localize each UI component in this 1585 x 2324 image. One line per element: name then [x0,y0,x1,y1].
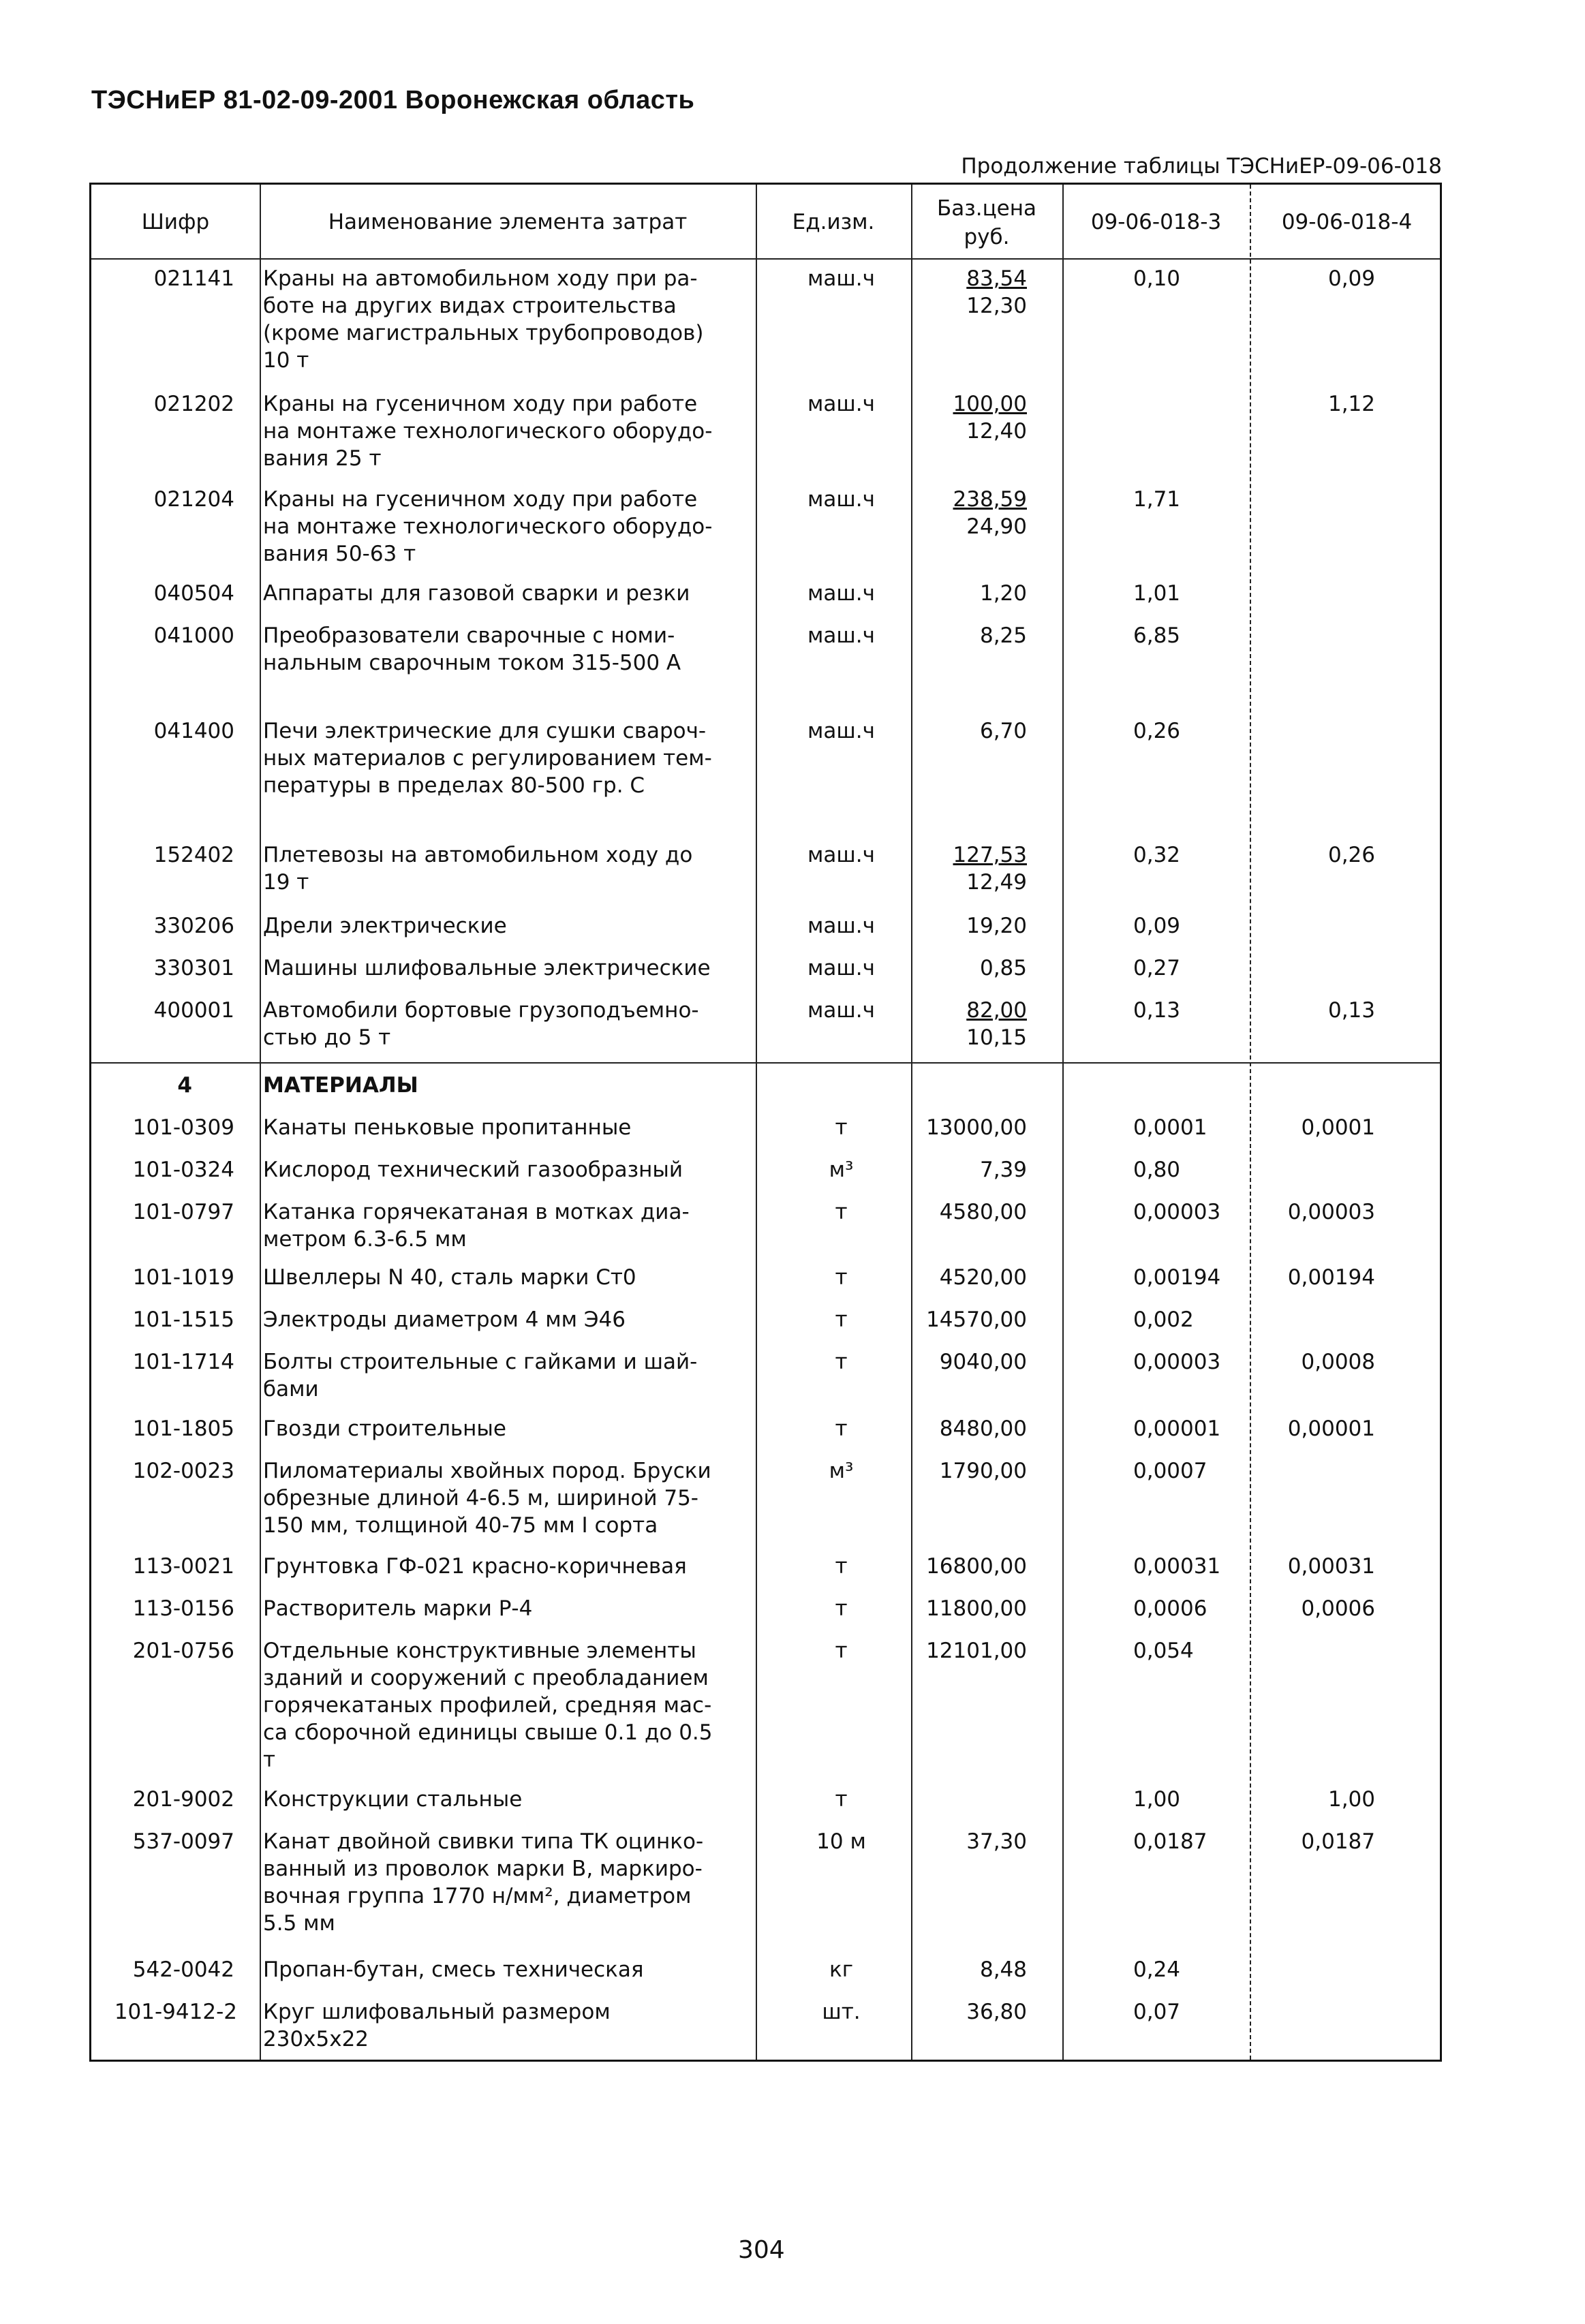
row-unit: маш.ч [807,623,875,648]
row-value-col3: 0,24 [1133,1957,1181,1982]
row-value-col3: 6,85 [1133,623,1181,648]
header-price-line2: руб. [964,225,1010,249]
row-code: 201-0756 [132,1639,234,1663]
row-name: Катанка горячекатаная в мотках диа- метром 6.3-6.5 мм [263,1200,690,1252]
row-name: Канаты пеньковые пропитанные [263,1115,632,1140]
row-unit: маш.ч [807,843,875,867]
row-price: 0,85 [979,956,1027,980]
row-unit: маш.ч [807,956,875,980]
row-value-col4: 1,12 [1327,392,1375,416]
row-value-col4: 0,0006 [1301,1596,1375,1621]
row-code: 041400 [153,719,234,743]
row-code: 101-1805 [132,1416,234,1441]
row-name: Машины шлифовальные электрические [263,956,711,980]
row-price-value: 83,54 [966,266,1027,291]
row-price: 1790,00 [939,1459,1027,1483]
row-price [966,265,1027,292]
row-value-col4: 0,26 [1327,843,1375,867]
row-value-col4: 0,0008 [1301,1350,1375,1374]
row-unit: маш.ч [807,266,875,291]
row-price-value: 127,53 [953,843,1027,867]
row-name: Краны на автомобильном ходу при ра- боте на других видах строительства (кроме магистральных трубопроводов) 10 т [263,266,704,373]
row-name: Краны на гусеничном ходу при работе на монтаже технологического оборудо- вания 25 т [263,392,713,471]
row-price [966,997,1027,1024]
header-divider [91,258,1440,260]
row-code: 021141 [153,266,234,291]
row-unit: т [835,1787,848,1812]
row-value-col3: 1,00 [1133,1787,1181,1812]
row-unit: т [835,1416,848,1441]
row-price: 14570,00 [926,1307,1027,1332]
header-code: Шифр [141,210,210,234]
row-price-value: 82,00 [966,998,1027,1023]
row-name: Грунтовка ГФ-021 красно-коричневая [263,1554,687,1579]
row-unit: т [835,1596,848,1621]
row-code: 021204 [153,487,234,512]
section-title: МАТЕРИАЛЫ [263,1073,418,1098]
row-name: Конструкции стальные [263,1787,523,1812]
row-price: 19,20 [966,914,1027,938]
row-unit: маш.ч [807,487,875,512]
row-value-col3: 0,0007 [1133,1459,1207,1483]
row-price: 4580,00 [939,1200,1027,1224]
row-value-col3: 0,27 [1133,956,1181,980]
row-value-col3: 0,32 [1133,843,1181,867]
row-price [953,841,1027,869]
row-price: 12101,00 [926,1639,1027,1663]
row-code: 113-0156 [132,1596,234,1621]
row-value-col4: 0,00001 [1287,1416,1375,1441]
row-name: Круг шлифовальный размером 230х5х22 [263,2000,611,2051]
row-value-col3: 0,0187 [1133,1829,1207,1854]
resource-table [89,183,1442,2062]
row-value-col3: 0,00003 [1133,1350,1221,1374]
row-name: Автомобили бортовые грузоподъемно- стью до 5 т [263,998,699,1050]
row-value-col4: 0,0001 [1301,1115,1375,1140]
row-value-col3: 0,00194 [1133,1265,1221,1290]
row-value-col3: 0,09 [1133,914,1181,938]
row-code: 101-0309 [132,1115,234,1140]
row-name: Плетевозы на автомобильном ходу до 19 т [263,843,693,895]
row-price: 13000,00 [926,1115,1027,1140]
row-price: 4520,00 [939,1265,1027,1290]
row-unit: маш.ч [807,581,875,606]
row-unit: м³ [829,1459,854,1483]
row-value-col3: 0,80 [1133,1158,1181,1182]
header-col3: 09-06-018-3 [1090,210,1222,234]
row-name: Краны на гусеничном ходу при работе на монтаже технологического оборудо- вания 50-63 т [263,487,713,566]
row-name: Пропан-бутан, смесь техническая [263,1957,644,1982]
row-code: 152402 [153,843,234,867]
row-price [953,486,1027,513]
row-name: Электроды диаметром 4 мм Э46 [263,1307,626,1332]
row-code: 542-0042 [132,1957,234,1982]
row-value-col3: 0,0006 [1133,1596,1207,1621]
row-price-value: 100,00 [953,392,1027,416]
row-code: 101-0324 [132,1158,234,1182]
row-name: Канат двойной свивки типа ТК оцинко- ванный из проволок марки В, маркиро- вочная группа 1770 н/мм², диаметром 5.5 мм [263,1829,704,1936]
row-value-col3: 1,71 [1133,487,1181,512]
row-price-secondary: 24,90 [966,514,1027,539]
section-divider [91,1062,1440,1064]
row-code: 330301 [153,956,234,980]
row-price: 8480,00 [939,1416,1027,1441]
row-value-col4: 0,09 [1327,266,1375,291]
row-code: 101-1515 [132,1307,234,1332]
row-value-col3: 0,00003 [1133,1200,1221,1224]
row-value-col3: 0,10 [1133,266,1181,291]
row-price: 8,25 [979,623,1027,648]
page-number: 304 [738,2236,785,2264]
row-value-col3: 0,00031 [1133,1554,1221,1579]
row-unit: т [835,1307,848,1332]
row-name: Кислород технический газообразный [263,1158,683,1182]
row-value-col4: 1,00 [1327,1787,1375,1812]
header-name: Наименование элемента затрат [328,210,688,234]
row-price: 9040,00 [939,1350,1027,1374]
row-value-col4: 0,0187 [1301,1829,1375,1854]
row-price: 11800,00 [926,1596,1027,1621]
row-unit: кг [829,1957,853,1982]
row-name: Печи электрические для сушки свароч- ных материалов с регулированием тем- пературы в пределах 80-500 гр. С [263,719,712,798]
row-price-secondary: 10,15 [966,1025,1027,1050]
row-code: 101-1019 [132,1265,234,1290]
table-continuation-label: Продолжение таблицы ТЭСНиЕР-09-06-018 [961,154,1442,179]
header-unit: Ед.изм. [792,210,875,234]
row-price-value: 238,59 [953,487,1027,512]
row-code: 101-9412-2 [114,2000,237,2024]
row-code: 537-0097 [132,1829,234,1854]
row-unit: т [835,1265,848,1290]
row-name: Аппараты для газовой сварки и резки [263,581,690,606]
row-price-secondary: 12,40 [966,419,1027,444]
row-price: 6,70 [979,719,1027,743]
row-code: 102-0023 [132,1459,234,1483]
row-code: 021202 [153,392,234,416]
document-title: ТЭСНиЕР 81-02-09-2001 Воронежская область [91,86,695,114]
row-price-secondary: 12,30 [966,294,1027,318]
row-name: Швеллеры N 40, сталь марки Ст0 [263,1265,636,1290]
row-name: Болты строительные с гайками и шай- бами [263,1350,698,1401]
row-value-col4: 0,00003 [1287,1200,1375,1224]
row-price: 1,20 [979,581,1027,606]
row-name: Дрели электрические [263,914,507,938]
row-price: 7,39 [979,1158,1027,1182]
row-unit: м³ [829,1158,854,1182]
row-code: 101-1714 [132,1350,234,1374]
row-value-col4: 0,00194 [1287,1265,1375,1290]
row-code: 041000 [153,623,234,648]
header-col4: 09-06-018-4 [1281,210,1413,234]
header-price-line1: Баз.цена [936,196,1037,221]
row-value-col3: 0,26 [1133,719,1181,743]
row-unit: маш.ч [807,914,875,938]
row-value-col3: 0,0001 [1133,1115,1207,1140]
row-value-col4: 0,00031 [1287,1554,1375,1579]
row-code: 101-0797 [132,1200,234,1224]
row-code: 400001 [153,998,234,1023]
row-price: 37,30 [966,1829,1027,1854]
row-unit: т [835,1115,848,1140]
row-value-col3: 0,054 [1133,1639,1194,1663]
row-unit: т [835,1200,848,1224]
row-code: 330206 [153,914,234,938]
row-unit: 10 м [816,1829,866,1854]
column-divider [1250,185,1251,2060]
row-unit: маш.ч [807,719,875,743]
row-name: Отдельные конструктивные элементы зданий и сооружений с преобладанием горячекатаных профилей, средняя мас- са сборочной единицы свыше 0.1 до 0.5 т [263,1639,713,1772]
row-name: Гвозди строительные [263,1416,506,1441]
section-code: 4 [177,1073,192,1098]
row-name: Пиломатериалы хвойных пород. Бруски обрезные длиной 4-6.5 м, шириной 75- 150 мм, толщиной 40-75 мм I сорта [263,1459,711,1538]
row-unit: маш.ч [807,998,875,1023]
row-code: 201-9002 [132,1787,234,1812]
row-price: 8,48 [979,1957,1027,1982]
row-code: 113-0021 [132,1554,234,1579]
row-unit: т [835,1350,848,1374]
row-price: 36,80 [966,2000,1027,2024]
row-value-col3: 0,13 [1133,998,1181,1023]
row-value-col3: 0,00001 [1133,1416,1221,1441]
row-name: Растворитель марки Р-4 [263,1596,533,1621]
column-divider [1062,185,1064,2060]
row-price: 16800,00 [926,1554,1027,1579]
row-value-col3: 0,07 [1133,2000,1181,2024]
row-unit: шт. [822,2000,861,2024]
column-divider [260,185,261,2060]
row-unit: т [835,1639,848,1663]
row-price [953,390,1027,418]
row-value-col3: 0,002 [1133,1307,1194,1332]
row-name: Преобразователи сварочные с номи- нальным сварочным током 315-500 А [263,623,681,675]
row-value-col3: 1,01 [1133,581,1181,606]
row-unit: маш.ч [807,392,875,416]
row-price-secondary: 12,49 [966,870,1027,895]
row-unit: т [835,1554,848,1579]
row-value-col4: 0,13 [1327,998,1375,1023]
row-code: 040504 [153,581,234,606]
